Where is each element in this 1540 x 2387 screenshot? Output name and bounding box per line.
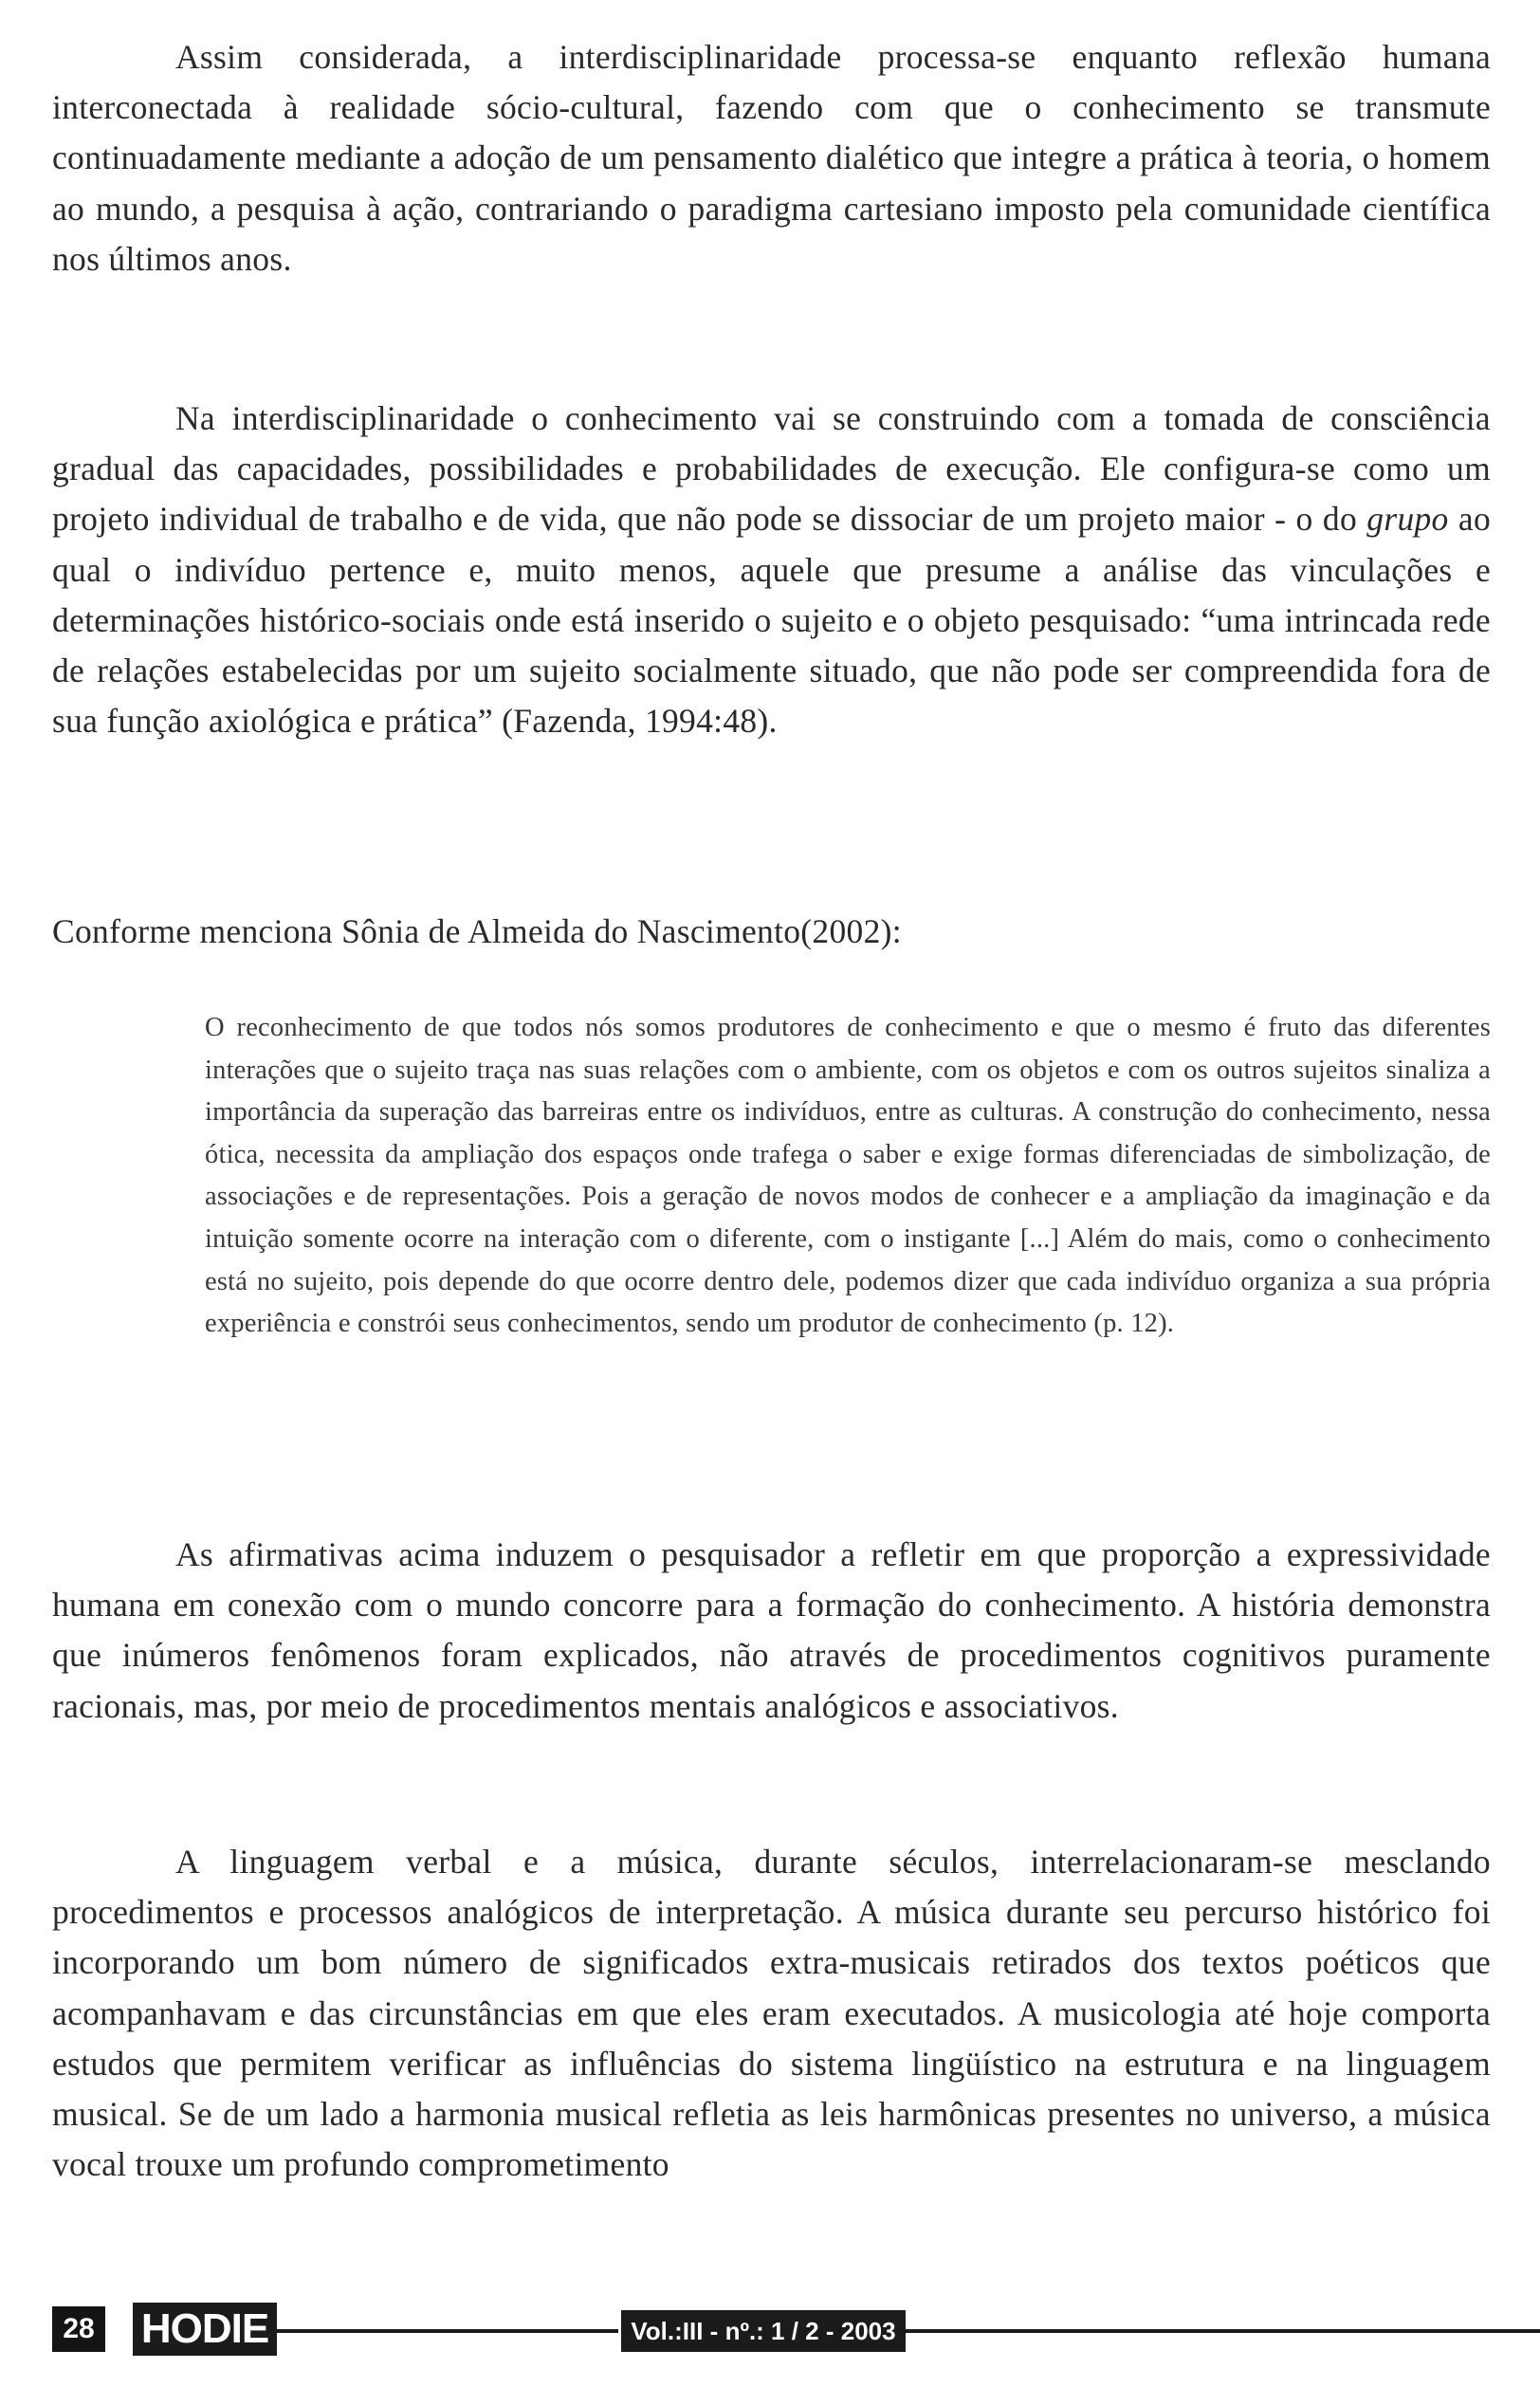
volume-label: Vol.:III - nº.: 1 / 2 - 2003 [621, 2310, 906, 2352]
footer-rule [275, 2329, 618, 2333]
paragraph-interdisciplinarity-reflection: Assim considerada, a interdisciplinaridade processa-se enquanto reflexão humana interconectada à realidade sócio-cultural, fazendo com que o conhecimento se transmute continuadamente mediante a adoção de um pensamento dialético que integre a prática à teoria, o homem ao mundo, a pesquisa à ação, contrariando o paradigma cartesiano imposto pela comunidade científica nos últimos anos. [52, 38, 1491, 278]
paragraph-text: Na interdisciplinaridade o conhecimento vai se construindo com a tomada de consciência gradual das capacidades, possibilidades e probabilidades de execução. Ele configura-se como um projeto individual de trabalho e de vida, que não pode se dissociar de um projeto maior - o do [52, 399, 1491, 539]
page-number: 28 [52, 2306, 105, 2352]
paragraph-text: ao qual o indivíduo pertence e, muito menos, aquele que presume a análise das vinculações e determinações histórico-sociais onde está inserido o sujeito e o objeto pesquisado: “uma intrincada rede de relações estabelecidas por um sujeito socialmente situado, que não pode ser compreendida fora de sua função axiológica e prática” (Fazenda, 1994:48). [52, 500, 1491, 741]
page-footer [0, 2301, 1540, 2358]
journal-logo: HODIE [133, 2303, 277, 2356]
block-quote: O reconhecimento de que todos nós somos produtores de conhecimento e que o mesmo é fruto das diferentes interações que o sujeito traça nas suas relações com o ambiente, com os objetos e com os outros sujeitos sinaliza a importância da superação das barreiras entre os indivíduos, entre as culturas. A construção do conhecimento, nessa ótica, necessita da ampliação dos espaços onde trafega o saber e exige formas diferenciadas de simbolização, de associações e de representações. Pois a geração de novos modos de conhecer e a ampliação da imaginação e da intuição somente ocorre na interação com o diferente, com o instigante [...] Além do mais, como o conhecimento está no sujeito, pois depende do que ocorre dentro dele, podemos dizer que cada indivíduo organiza a sua própria experiência e constrói seus conhecimentos, sendo um produtor de conhecimento (p. 12). [205, 1013, 1491, 1339]
paragraph-interdisciplinarity-knowledge [52, 394, 1491, 746]
italic-term: grupo [1366, 500, 1449, 539]
quote-introduction: Conforme menciona Sônia de Almeida do Nascimento(2002): [52, 912, 902, 950]
paragraph-affirmatives: As afirmativas acima induzem o pesquisador a refletir em que proporção a expressividade humana em conexão com o mundo concorre para a formação do conhecimento. A história demonstra que inúmeros fenômenos foram explicados, não através de procedimentos cognitivos puramente racionais, mas, por meio de procedimentos mentais analógicos e associativos. [52, 1535, 1491, 1725]
footer-rule [906, 2329, 1540, 2333]
paragraph-verbal-language-music: A linguagem verbal e a música, durante séculos, interrelacionaram-se mesclando procedimentos e processos analógicos de interpretação. A música durante seu percurso histórico foi incorporando um bom número de significados extra-musicais retirados dos textos poéticos que acompanhavam e das circunstâncias em que eles eram executados. A musicologia até hoje comporta estudos que permitem verificar as influências do sistema lingüístico na estrutura e na linguagem musical. Se de um lado a harmonia musical refletia as leis harmônicas presentes no universo, a música vocal trouxe um profundo comprometimento [52, 1843, 1491, 2184]
